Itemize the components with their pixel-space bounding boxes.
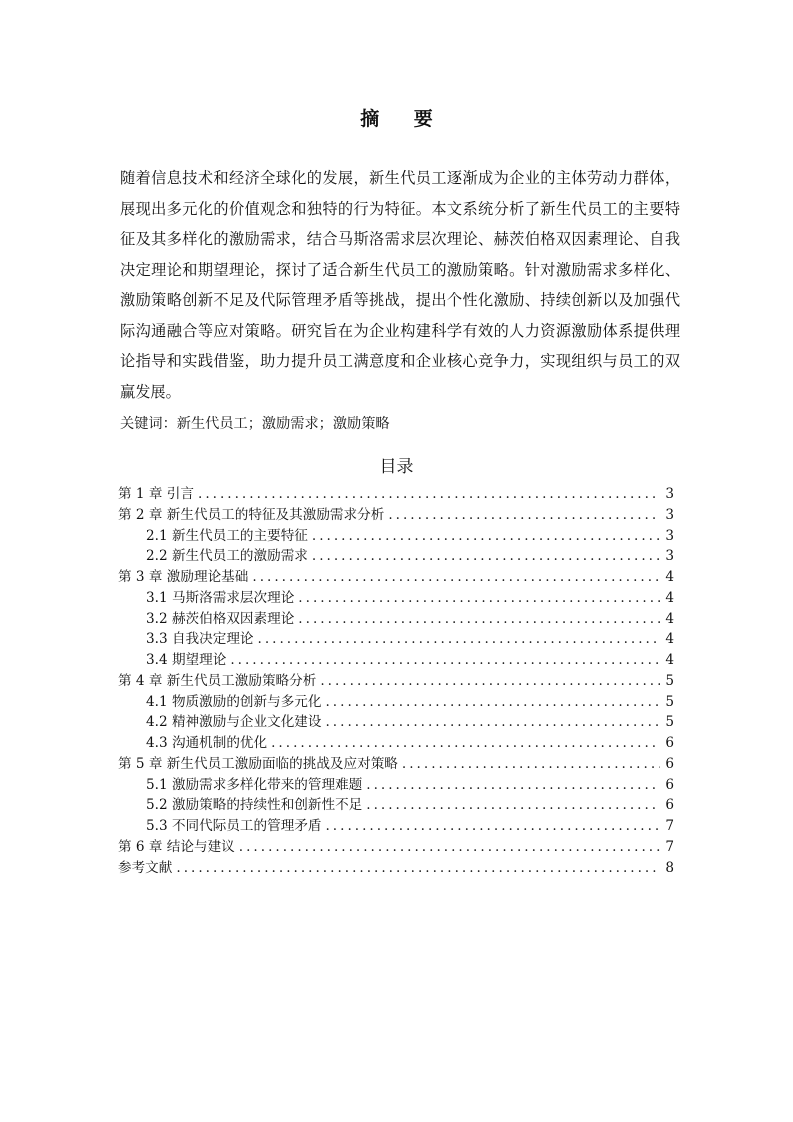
toc-entry[interactable] bbox=[118, 692, 674, 713]
toc-leader-dots bbox=[366, 775, 660, 796]
toc-entry-title: 2.2 新生代员工的激励需求 bbox=[146, 548, 308, 565]
toc-entry[interactable] bbox=[118, 775, 674, 796]
toc-entry-page: 4 bbox=[665, 631, 674, 648]
toc-entry-title: 4.2 精神激励与企业文化建设 bbox=[146, 714, 322, 731]
toc-entry-title: 第 6 章 结论与建议 bbox=[118, 838, 235, 855]
toc-entry-title: 第 1 章 引言 bbox=[118, 486, 194, 502]
toc-leader-dots bbox=[325, 712, 660, 733]
toc-entry[interactable] bbox=[118, 609, 674, 630]
toc-leader-dots bbox=[366, 795, 660, 816]
toc-entry-page: 6 bbox=[665, 735, 674, 751]
toc-leader-dots bbox=[388, 505, 660, 526]
toc-entry[interactable] bbox=[118, 858, 674, 879]
toc-entry[interactable] bbox=[118, 733, 674, 754]
toc-entry[interactable] bbox=[118, 837, 674, 858]
toc-entry-title: 5.3 不同代际员工的管理矛盾 bbox=[146, 818, 322, 834]
toc-entry-page: 3 bbox=[665, 486, 674, 502]
toc-leader-dots bbox=[258, 629, 660, 650]
toc-entry-title: 第 4 章 新生代员工激励策略分析 bbox=[118, 672, 317, 689]
toc-entry-page: 7 bbox=[665, 818, 674, 834]
toc-entry[interactable] bbox=[118, 588, 674, 609]
toc-entry-title: 第 5 章 新生代员工激励面临的挑战及应对策略 bbox=[118, 755, 398, 772]
toc-entry[interactable] bbox=[118, 712, 674, 733]
toc-leader-dots bbox=[298, 588, 660, 609]
toc-entry-page: 4 bbox=[665, 652, 674, 668]
toc-leader-dots bbox=[402, 754, 660, 775]
toc-entry-page: 4 bbox=[665, 569, 674, 585]
toc-entry-page: 6 bbox=[665, 797, 674, 814]
table-of-contents bbox=[118, 484, 674, 878]
toc-entry-title: 3.2 赫茨伯格双因素理论 bbox=[146, 610, 295, 627]
toc-entry-page: 5 bbox=[665, 672, 674, 689]
toc-entry[interactable] bbox=[118, 650, 674, 671]
toc-entry-page: 7 bbox=[665, 838, 674, 855]
toc-leader-dots bbox=[325, 816, 660, 837]
toc-entry[interactable] bbox=[118, 567, 674, 588]
toc-entry-title: 4.3 沟通机制的优化 bbox=[146, 735, 268, 751]
toc-entry-title: 5.2 激励策略的持续性和创新性不足 bbox=[146, 797, 363, 814]
toc-entry-page: 3 bbox=[665, 506, 674, 523]
toc-entry[interactable] bbox=[118, 816, 674, 837]
toc-entry[interactable] bbox=[118, 546, 674, 567]
keywords-line: 关键词：新生代员工；激励需求；激励策略 bbox=[120, 416, 390, 432]
toc-leader-dots bbox=[230, 650, 660, 671]
toc-entry-page: 3 bbox=[665, 548, 674, 565]
toc-entry[interactable] bbox=[118, 671, 674, 692]
toc-leader-dots bbox=[312, 546, 660, 567]
toc-entry[interactable] bbox=[118, 754, 674, 775]
toc-leader-dots bbox=[320, 671, 660, 692]
toc-entry-page: 8 bbox=[665, 859, 674, 876]
toc-entry-page: 3 bbox=[665, 527, 674, 544]
toc-entry-title: 5.1 激励需求多样化带来的管理难题 bbox=[146, 776, 363, 793]
toc-entry[interactable] bbox=[118, 629, 674, 650]
abstract-title: 摘 要 bbox=[360, 108, 447, 130]
toc-leader-dots bbox=[298, 609, 660, 630]
toc-leader-dots bbox=[312, 526, 660, 547]
toc-leader-dots bbox=[239, 837, 660, 858]
toc-leader-dots bbox=[198, 484, 660, 505]
toc-entry-page: 5 bbox=[665, 714, 674, 731]
toc-entry-title: 第 3 章 激励理论基础 bbox=[118, 569, 249, 585]
toc-entry-page: 6 bbox=[665, 755, 674, 772]
toc-entry-page: 4 bbox=[665, 589, 674, 606]
toc-entry-title: 2.1 新生代员工的主要特征 bbox=[146, 527, 308, 544]
toc-entry-title: 3.1 马斯洛需求层次理论 bbox=[146, 589, 295, 606]
abstract-body: 随着信息技术和经济全球化的发展，新生代员工逐渐成为企业的主体劳动力群体，展现出多元化的价值观念和独特的行为特征。本文系统分析了新生代员工的主要特征及其多样化的激励需求，结合马斯洛需求层次理论、赫茨伯格双因素理论、自我决定理论和期望理论，探讨了适合新生代员工的激励策略。针对激励需求多样化、激励策略创新不足及代际管理矛盾等挑战，提出个性化激励、持续创新以及加强代际沟通融合等应对策略。研究旨在为企业构建科学有效的人力资源激励体系提供理论指导和实践借鉴，助力提升员工满意度和企业核心竞争力，实现组织与员工的双赢发展。 bbox=[120, 169, 680, 401]
toc-entry-title: 参考文献 bbox=[118, 859, 173, 876]
toc-entry[interactable] bbox=[118, 795, 674, 816]
toc-entry-title: 4.1 物质激励的创新与多元化 bbox=[146, 693, 322, 710]
toc-entry-title: 第 2 章 新生代员工的特征及其激励需求分析 bbox=[118, 506, 385, 523]
toc-title: 目录 bbox=[379, 457, 414, 477]
toc-entry-page: 4 bbox=[665, 610, 674, 627]
toc-entry-page: 6 bbox=[665, 776, 674, 793]
toc-entry-title: 3.3 自我决定理论 bbox=[146, 631, 254, 648]
toc-entry-title: 3.4 期望理论 bbox=[146, 652, 227, 668]
toc-leader-dots bbox=[176, 858, 660, 879]
toc-leader-dots bbox=[271, 733, 660, 754]
toc-leader-dots bbox=[252, 567, 660, 588]
toc-entry-page: 5 bbox=[665, 693, 674, 710]
toc-entry[interactable] bbox=[118, 505, 674, 526]
toc-leader-dots bbox=[325, 692, 660, 713]
toc-entry[interactable] bbox=[118, 526, 674, 547]
toc-entry[interactable] bbox=[118, 484, 674, 505]
